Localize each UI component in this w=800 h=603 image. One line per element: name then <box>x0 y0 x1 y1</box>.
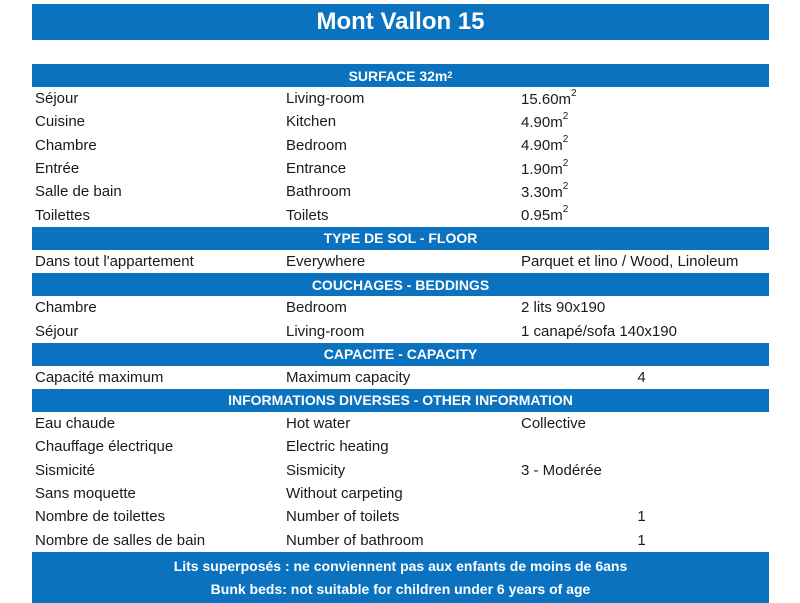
value: 1 canapé/sofa 140x190 <box>521 322 677 340</box>
value: Parquet et lino / Wood, Linoleum <box>521 252 739 270</box>
label-en: Bathroom <box>286 183 352 201</box>
value <box>518 136 769 154</box>
label-fr: Salle de bain <box>35 183 122 201</box>
label-en: Toilets <box>286 206 329 224</box>
table-row <box>32 412 769 435</box>
value: 4 <box>637 368 646 386</box>
table-row <box>32 319 769 342</box>
label-en: Number of toilets <box>286 508 400 526</box>
table-row <box>32 87 769 110</box>
spacer <box>32 40 769 64</box>
table-row <box>32 110 769 133</box>
table-row <box>32 482 769 505</box>
section-header-info: INFORMATIONS DIVERSES - OTHER INFORMATION <box>32 389 769 412</box>
value <box>518 206 769 224</box>
table-row <box>32 134 769 157</box>
value <box>518 110 769 131</box>
surface-header-sup: 2 <box>447 69 453 80</box>
label-en: Bedroom <box>286 136 347 154</box>
label-fr: Séjour <box>35 322 79 340</box>
area-unit-sup: 2 <box>571 87 577 99</box>
label-fr: Dans tout l'appartement <box>35 252 194 270</box>
property-sheet <box>32 4 769 603</box>
label-en: Number of bathroom <box>286 531 424 549</box>
label-fr: Séjour <box>35 90 79 108</box>
area-unit-sup: 2 <box>562 180 569 192</box>
value: 1 <box>637 508 646 526</box>
table-row <box>32 180 769 203</box>
section-header-surface <box>32 64 769 87</box>
label-fr: Toilettes <box>35 206 91 224</box>
label-en: Electric heating <box>286 438 389 456</box>
table-row <box>32 250 769 273</box>
label-fr: Nombre de toilettes <box>35 508 166 526</box>
label-fr: Entrée <box>35 160 80 178</box>
area-unit-sup: 2 <box>562 157 569 169</box>
section-header-floor: TYPE DE SOL - FLOOR <box>32 227 769 250</box>
label-fr: Nombre de salles de bain <box>35 531 206 549</box>
label-en: Maximum capacity <box>286 368 411 386</box>
label-en: Living-room <box>286 90 365 108</box>
label-fr: Chambre <box>35 299 97 317</box>
label-en: Bedroom <box>286 299 347 317</box>
label-en: Everywhere <box>286 252 366 270</box>
table-row <box>32 203 769 226</box>
bunk-bed-warning <box>32 552 769 603</box>
label-en: Hot water <box>286 415 351 433</box>
area-value: 4.90m <box>521 113 563 131</box>
value <box>518 180 769 201</box>
value: 3 - Modérée <box>521 461 602 479</box>
table-row <box>32 459 769 482</box>
label-fr: Eau chaude <box>35 415 116 433</box>
label-fr: Sans moquette <box>35 485 136 502</box>
page-title: Mont Vallon 15 <box>32 4 769 40</box>
surface-header-text: SURFACE 32m <box>348 67 448 84</box>
label-en: Without carpeting <box>286 485 403 502</box>
label-en: Sismicity <box>286 461 346 479</box>
label-fr: Capacité maximum <box>35 368 164 386</box>
label-fr: Cuisine <box>35 113 86 131</box>
value <box>518 157 769 178</box>
area-value: 4.90m <box>521 137 563 155</box>
area-unit-sup: 2 <box>562 110 569 122</box>
table-row <box>32 366 769 389</box>
value <box>518 87 769 108</box>
value: 2 lits 90x190 <box>521 299 606 317</box>
table-row <box>32 505 769 528</box>
warning-line-fr: Lits superposés : ne conviennent pas aux enfants de moins de 6ans <box>173 557 628 574</box>
label-fr: Chambre <box>35 136 97 154</box>
table-row <box>32 157 769 180</box>
area-value: 15.60m <box>521 90 572 108</box>
label-en: Entrance <box>286 160 347 178</box>
table-row <box>32 296 769 319</box>
area-value: 0.95m <box>521 207 563 225</box>
area-unit-sup: 2 <box>562 204 569 216</box>
warning-line-en: Bunk beds: not suitable for children under 6 years of age <box>210 580 591 597</box>
section-header-capacity: CAPACITE - CAPACITY <box>32 343 769 366</box>
area-value: 1.90m <box>521 160 563 178</box>
label-en: Living-room <box>286 322 365 340</box>
section-header-beddings: COUCHAGES - BEDDINGS <box>32 273 769 296</box>
table-row <box>32 435 769 458</box>
label-fr: Sismicité <box>35 461 96 479</box>
label-en: Kitchen <box>286 113 337 131</box>
value: 1 <box>637 531 646 549</box>
table-row <box>32 528 769 551</box>
value: Collective <box>521 415 587 433</box>
area-unit-sup: 2 <box>562 134 569 146</box>
label-fr: Chauffage électrique <box>35 438 174 456</box>
area-value: 3.30m <box>521 183 563 201</box>
